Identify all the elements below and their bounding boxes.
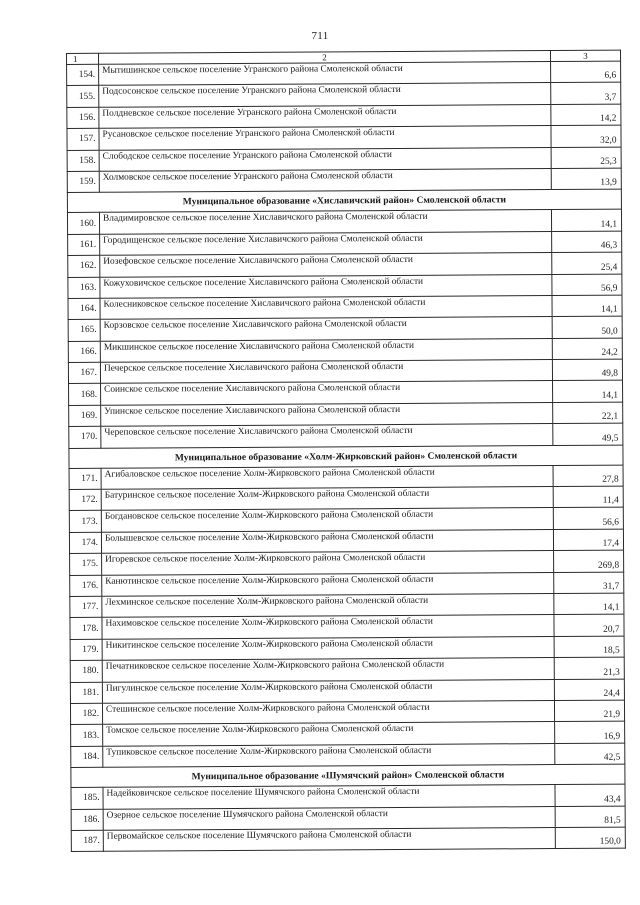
row-value: 17,4 <box>553 529 623 551</box>
row-value: 14,1 <box>552 295 622 317</box>
row-value: 81,5 <box>555 806 625 828</box>
row-number: 177. <box>70 596 102 618</box>
row-value: 14,1 <box>553 381 623 403</box>
settlement-name: Канютинское сельское поселение Холм-Жирковского района Смоленской области <box>102 572 554 596</box>
row-value: 150,0 <box>555 827 625 849</box>
row-number: 174. <box>69 532 101 554</box>
row-value: 43,4 <box>555 784 625 806</box>
row-value: 14,1 <box>551 209 621 231</box>
settlement-name: Пигулинское сельское поселение Холм-Жирковского района Смоленской области <box>102 679 554 703</box>
column-header-name: 2 <box>99 51 551 65</box>
row-value: 18,5 <box>554 636 624 658</box>
row-number: 163. <box>68 277 100 299</box>
row-value: 25,4 <box>552 252 622 274</box>
settlement-name: Русановское сельское поселение Угранского района Смоленской области <box>99 126 551 150</box>
row-number: 165. <box>68 320 100 342</box>
row-value: 20,7 <box>554 614 624 636</box>
settlement-name: Колесниковское сельское поселение Хиславичского района Смоленской области <box>100 295 552 319</box>
settlement-name: Печерское сельское поселение Хиславичского района Смоленской области <box>100 360 552 384</box>
settlement-name: Никитинское сельское поселение Холм-Жирковского района Смоленской области <box>102 636 554 660</box>
settlement-name: Упинское сельское поселение Хиславичского района Смоленской области <box>101 402 553 426</box>
settlement-name: Холмовское сельское поселение Угранского района Смоленской области <box>99 168 551 192</box>
settlement-name: Полдневское сельское поселение Угранского района Смоленской области <box>99 104 551 128</box>
settlement-name: Томское сельское поселение Холм-Жирковского района Смоленской области <box>103 722 555 746</box>
row-value: 25,3 <box>551 147 621 169</box>
row-value: 269,8 <box>554 550 624 572</box>
settlement-name: Нахимовское сельское поселение Холм-Жирковского района Смоленской области <box>102 615 554 639</box>
row-value: 21,3 <box>554 657 624 679</box>
page-number: 711 <box>311 30 329 42</box>
row-number: 184. <box>71 746 103 768</box>
row-number: 156. <box>67 107 99 129</box>
row-value: 42,5 <box>555 743 625 765</box>
settlement-name: Лехминское сельское поселение Холм-Жирковского района Смоленской области <box>102 594 554 618</box>
row-number: 158. <box>67 150 99 172</box>
settlement-name: Игоревское сельское поселение Холм-Жирковского района Смоленской области <box>102 551 554 575</box>
row-number: 182. <box>70 703 102 725</box>
row-number: 186. <box>71 809 103 831</box>
row-value: 14,2 <box>551 104 621 126</box>
row-number: 155. <box>67 86 99 108</box>
settlement-name: Городищенское сельское поселение Хиславичского района Смоленской области <box>100 231 552 255</box>
row-number: 172. <box>69 489 101 511</box>
row-number: 168. <box>69 384 101 406</box>
settlement-name: Череповское сельское поселение Хиславичского района Смоленской области <box>101 424 553 448</box>
row-number: 175. <box>70 553 102 575</box>
row-value: 11,4 <box>553 486 623 508</box>
settlement-name: Болышевское сельское поселение Холм-Жирковского района Смоленской области <box>101 529 553 553</box>
row-number: 159. <box>67 171 99 193</box>
row-number: 181. <box>70 682 102 704</box>
row-number: 183. <box>71 725 103 747</box>
row-value: 3,7 <box>551 83 621 105</box>
row-number: 170. <box>69 427 101 449</box>
row-number: 164. <box>68 298 100 320</box>
settlement-name: Микшинское сельское поселение Хиславичского района Смоленской области <box>100 338 552 362</box>
settlement-name: Слободское сельское поселение Угранского района Смоленской области <box>99 147 551 171</box>
row-value: 21,9 <box>554 700 624 722</box>
section-title: Муниципальное образование «Холм-Жирковский район» Смоленской области <box>69 445 623 468</box>
row-value: 31,7 <box>554 572 624 594</box>
settlement-name: Владимировское сельское поселение Хиславичского района Смоленской области <box>99 210 551 234</box>
row-value: 49,8 <box>552 359 622 381</box>
settlement-name: Агибаловское сельское поселение Холм-Жирковского района Смоленской области <box>101 465 553 489</box>
row-number: 179. <box>70 639 102 661</box>
row-number: 173. <box>69 511 101 533</box>
settlement-name: Первомайское сельское поселение Шумячского района Смоленской области <box>103 827 555 851</box>
row-number: 185. <box>71 787 103 809</box>
row-number: 161. <box>68 234 100 256</box>
settlement-name: Батуринское сельское поселение Холм-Жирковского района Смоленской области <box>101 487 553 511</box>
settlement-name: Печатниковское сельское поселение Холм-Жирковского района Смоленской области <box>102 658 554 682</box>
row-number: 157. <box>67 128 99 150</box>
row-value: 24,4 <box>554 679 624 701</box>
row-number: 162. <box>68 255 100 277</box>
settlement-name: Тупиковское сельское поселение Холм-Жирковского района Смоленской области <box>103 743 555 767</box>
settlement-name: Кожуховичское сельское поселение Хиславичского района Смоленской области <box>100 274 552 298</box>
row-value: 13,9 <box>551 168 621 190</box>
settlement-name: Мытишинское сельское поселение Угранского района Смоленской области <box>99 62 551 86</box>
table-body <box>67 50 626 852</box>
row-number: 187. <box>71 830 103 852</box>
row-value: 56,6 <box>553 508 623 530</box>
row-value: 24,2 <box>552 338 622 360</box>
row-number: 171. <box>69 468 101 490</box>
row-number: 176. <box>70 575 102 597</box>
settlement-name: Богдановское сельское поселение Холм-Жирковского района Смоленской области <box>101 508 553 532</box>
table-row <box>71 827 625 852</box>
row-value: 46,3 <box>552 231 622 253</box>
row-number: 178. <box>70 618 102 640</box>
row-value: 56,9 <box>552 274 622 296</box>
section-title: Муниципальное образование «Шумячский район» Смоленской области <box>71 764 625 787</box>
settlement-name: Озерное сельское поселение Шумячского района Смоленской области <box>103 806 555 830</box>
row-value: 50,0 <box>552 316 622 338</box>
row-number: 180. <box>70 660 102 682</box>
row-number: 167. <box>68 362 100 384</box>
document-table <box>66 50 626 853</box>
settlement-name: Стешинское сельское поселение Холм-Жирковского района Смоленской области <box>102 700 554 724</box>
row-value: 6,6 <box>551 61 621 83</box>
row-number: 169. <box>69 405 101 427</box>
section-title: Муниципальное образование «Хиславичский район» Смоленской области <box>67 189 621 212</box>
row-value: 32,0 <box>551 125 621 147</box>
settlement-name: Подсосонское сельское поселение Угранского района Смоленской области <box>99 83 551 107</box>
row-value: 27,8 <box>553 465 623 487</box>
settlement-name: Иозефовское сельское поселение Хиславичского района Смоленской области <box>100 253 552 277</box>
row-value: 22,1 <box>553 402 623 424</box>
settlement-name: Надейковичское сельское поселение Шумячского района Смоленской области <box>103 785 555 809</box>
settlement-name: Корзовское сельское поселение Хиславичского района Смоленской области <box>100 317 552 341</box>
row-value: 14,1 <box>554 593 624 615</box>
row-value: 49,5 <box>553 423 623 445</box>
row-number: 166. <box>68 341 100 363</box>
row-number: 154. <box>67 64 99 86</box>
column-header-number: 1 <box>67 53 99 64</box>
settlement-name: Соинское сельское поселение Хиславичского района Смоленской области <box>101 381 553 405</box>
row-value: 16,9 <box>555 721 625 743</box>
row-number: 160. <box>67 213 99 235</box>
column-header-value: 3 <box>550 50 620 61</box>
